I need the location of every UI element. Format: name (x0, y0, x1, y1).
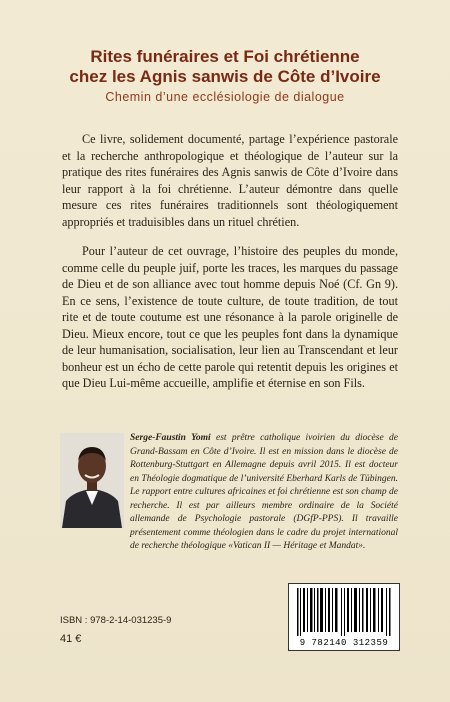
barcode-number: 9 782140 312359 (299, 638, 389, 648)
author-portrait-icon (60, 433, 124, 528)
author-name: Serge-Faustin Yomi (130, 433, 211, 443)
author-bio (130, 432, 398, 554)
author-bio-text: est prêtre catholique ivoirien du diocèse de Grand-Bassam en Côte d’Ivoire. Il est en mission dans le diocèse de Rottenburg-Stuttgart en Allemagne depuis avril 2015. Il est docteur en Théologie dogmatique de l’université Eberhard Karls de Tübingen. Le rapport entre cultures africaines et foi chrétienne est son champ de recherche. Il est par ailleurs membre ordinaire de la Société allemande de Psychologie pastorale (DGfP-PPS). Il travaille présentement comme théologien dans le cadre du projet international de recherche théologique «Vatican II — Héritage et Mandat». (130, 433, 398, 551)
summary-paragraph-2: Pour l’auteur de cet ouvrage, l’histoire des peuples du monde, comme celle du peuple juif, porte les traces, les marques du passage de Dieu et de son alliance avec tout homme depuis Noé (Cf. Gn 9). En ce sens, l’existence de toute culture, de toute tradition, de tout rite et de toute coutume est une résonance à la parole originelle de Dieu. Mieux encore, tout ce que les peuples font dans la dynamique de leur humanisation, socialisation, leur lien au Transcendant et leur bonheur est un écho de cette parole qui retentit depuis les origines et que Dieu Lui-même accueille, amplifie et éternise en son Fils. (62, 244, 398, 390)
isbn: ISBN : 978-2-14-031235-9 (60, 615, 172, 626)
price: 41 € (60, 633, 82, 645)
book-title-line-1: Rites funéraires et Foi chrétienne (90, 47, 360, 66)
barcode (288, 583, 400, 651)
book-subtitle: Chemin d’une ecclésiologie de dialogue (105, 90, 345, 104)
author-portrait (60, 433, 124, 528)
barcode-icon (289, 586, 399, 638)
book-title-line-2: chez les Agnis sanwis de Côte d’Ivoire (69, 67, 381, 86)
summary-paragraph-1: Ce livre, solidement documenté, partage l’expérience pastorale et la recherche anthropologique et théologique de l’auteur sur la pratique des rites funéraires des Agnis sanwis de Côte d’Ivoire dans leur rapport à la foi chrétienne. L’auteur démontre dans quelle mesure ces rites funéraires traditionnels sont théologiquement appropriés et traduisibles dans un rituel chrétien. (62, 132, 398, 229)
